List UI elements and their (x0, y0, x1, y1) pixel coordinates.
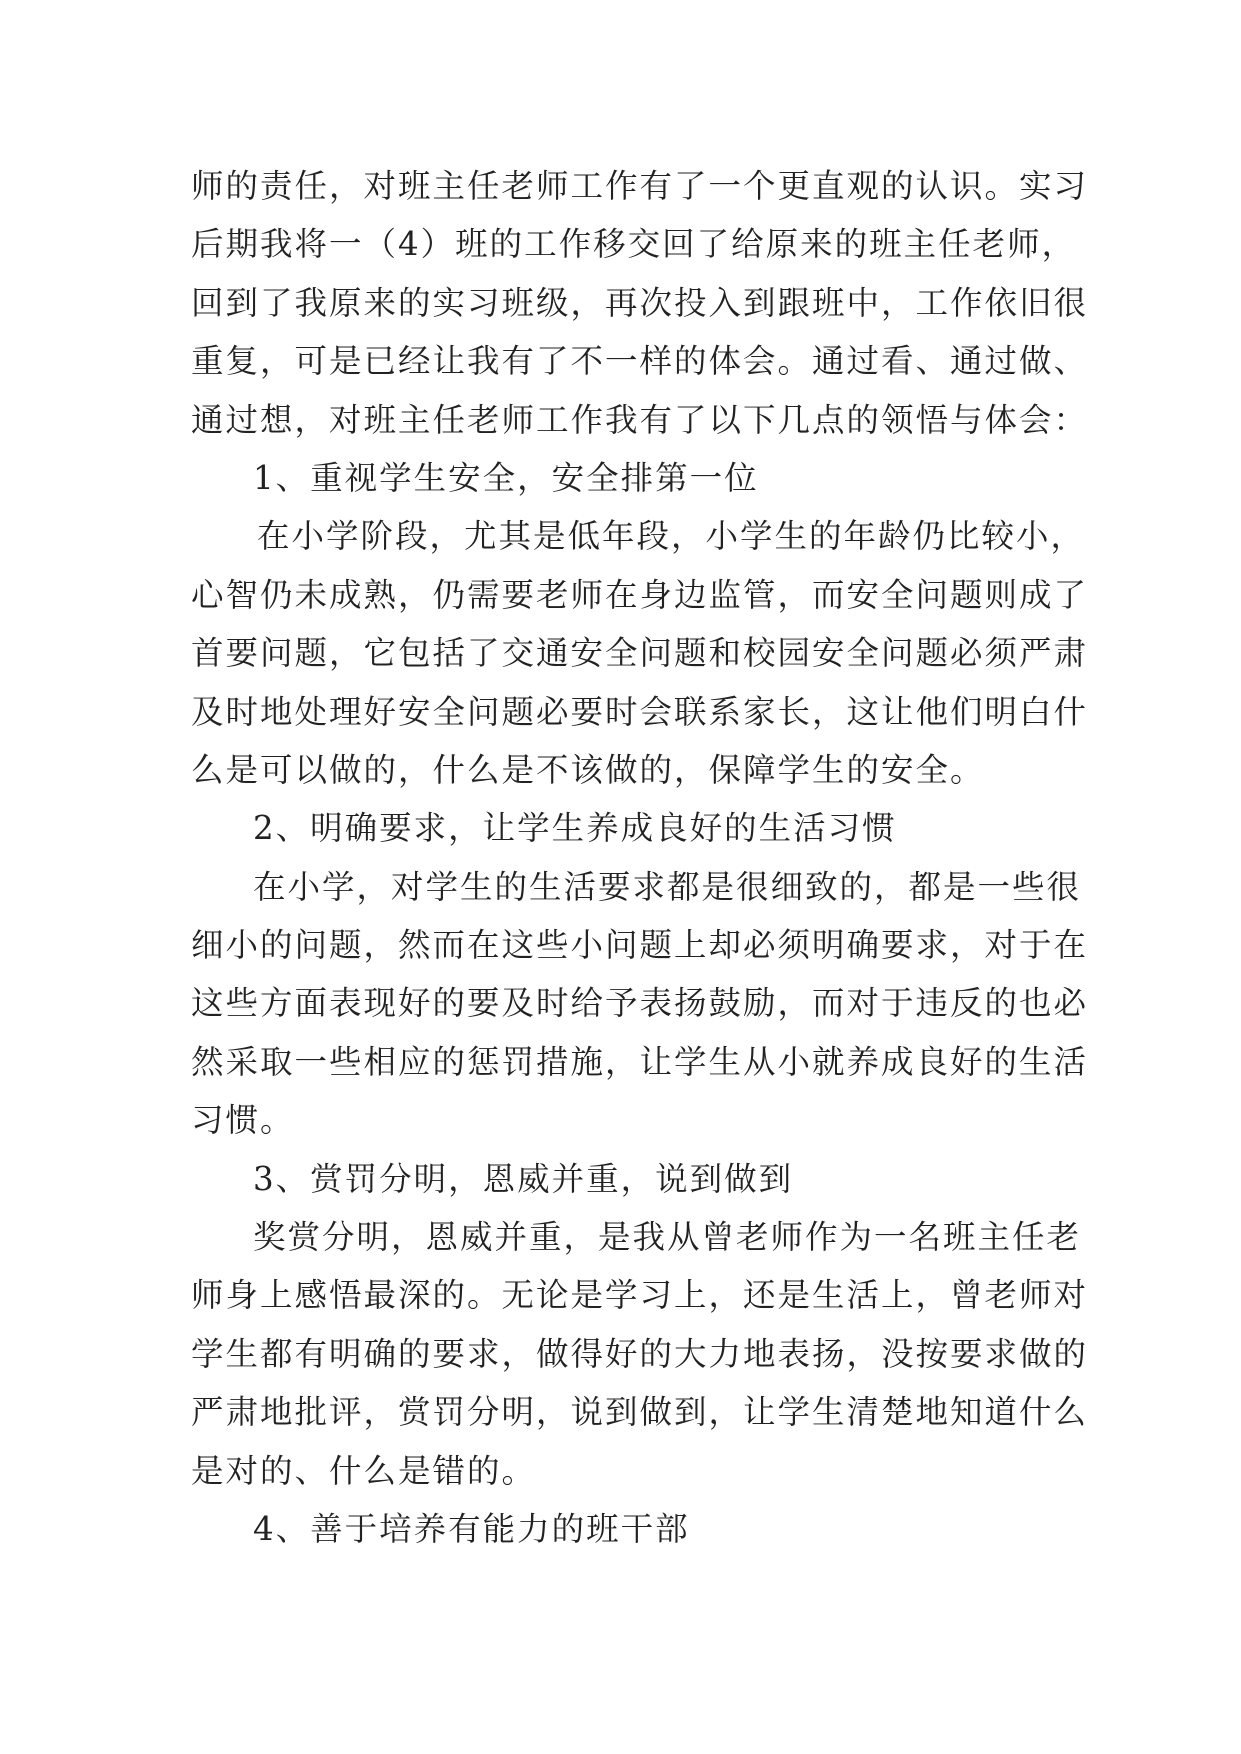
paragraph-line: 学生都有明确的要求，做得好的大力地表扬，没按要求做的 (191, 1334, 1089, 1373)
paragraph-line: 是对的、什么是错的。 (191, 1451, 537, 1490)
paragraph-line: 么是可以做的，什么是不该做的，保障学生的安全。 (191, 750, 985, 789)
document-body (191, 157, 1089, 1558)
paragraph-line: 严肃地批评，赏罚分明，说到做到，让学生清楚地知道什么 (191, 1393, 1089, 1432)
section-heading-1: 1、重视学生安全，安全排第一位 (253, 458, 759, 497)
paragraph-line: 这些方面表现好的要及时给予表扬鼓励，而对于违反的也必 (191, 984, 1089, 1023)
section-heading-3: 3、赏罚分明，恩威并重，说到做到 (253, 1159, 794, 1198)
paragraph-line: 然采取一些相应的惩罚措施，让学生从小就养成良好的生活 (191, 1042, 1089, 1081)
paragraph-first-line: 奖赏分明，恩威并重，是我从曾老师作为一名班主任老 (253, 1218, 1082, 1257)
paragraph-line: 重复，可是已经让我有了不一样的体会。通过看、通过做、 (191, 342, 1089, 381)
paragraph-line: 及时地处理好安全问题必要时会联系家长，这让他们明白什 (191, 692, 1089, 731)
paragraph-first-line: 在小学，对学生的生活要求都是很细致的，都是一些很 (253, 867, 1082, 906)
paragraph-line: 首要问题，它包括了交通安全问题和校园安全问题必须严肃 (191, 634, 1089, 673)
paragraph-line: 细小的问题，然而在这些小问题上却必须明确要求，对于在 (191, 926, 1089, 965)
paragraph-line: 心智仍未成熟，仍需要老师在身边监管，而安全问题则成了 (191, 575, 1089, 614)
section-heading-2: 2、明确要求，让学生养成良好的生活习惯 (253, 809, 897, 848)
paragraph-line: 通过想，对班主任老师工作我有了以下几点的领悟与体会： (191, 400, 1089, 439)
paragraph-line: 师的责任，对班主任老师工作有了一个更直观的认识。实习 (191, 167, 1089, 205)
paragraph-line: 师身上感悟最深的。无论是学习上，还是生活上，曾老师对 (191, 1276, 1089, 1315)
paragraph-first-line: 在小学阶段，尤其是低年段，小学生的年龄仍比较小， (257, 517, 1086, 556)
paragraph-line: 后期我将一（4）班的工作移交回了给原来的班主任老师， (191, 225, 1077, 264)
paragraph-line: 习惯。 (191, 1101, 295, 1140)
section-heading-4: 4、善于培养有能力的班干部 (253, 1509, 690, 1548)
paragraph-line: 回到了我原来的实习班级，再次投入到跟班中，工作依旧很 (191, 283, 1089, 322)
